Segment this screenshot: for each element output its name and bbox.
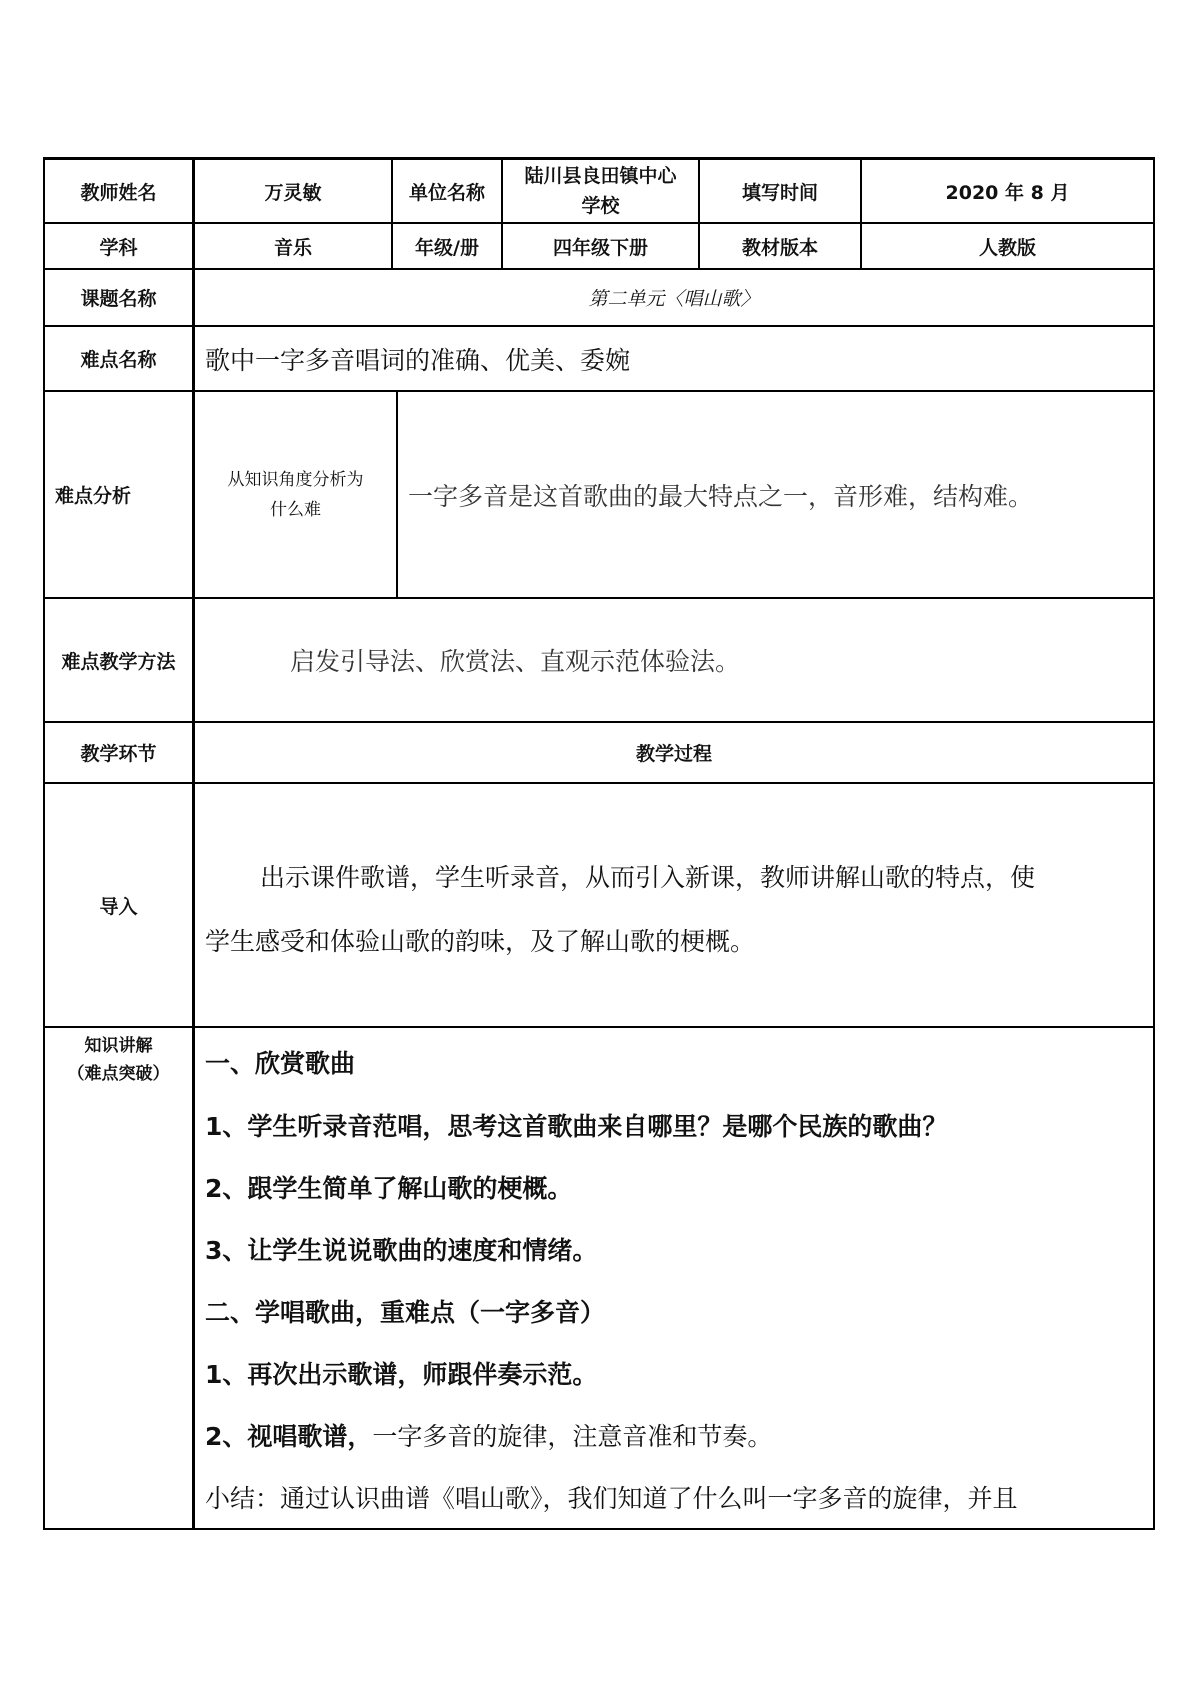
intro-line-1: 出示课件歌谱，学生听录音，从而引入新课，教师讲解山歌的特点，使 bbox=[260, 863, 1036, 892]
subject-value: 音乐 bbox=[273, 236, 312, 259]
topic-value: 第二单元〈唱山歌〉 bbox=[588, 288, 760, 310]
topic-label: 课题名称 bbox=[80, 288, 157, 310]
grade-label: 年级/册 bbox=[415, 236, 479, 259]
table-rule bbox=[43, 1026, 1155, 1028]
method-value: 启发引导法、欣赏法、直观示范体验法。 bbox=[290, 647, 741, 676]
analysis-label: 难点分析 bbox=[55, 485, 132, 507]
knowledge-item: 一、欣赏歌曲 bbox=[205, 1049, 356, 1078]
unit-name-value bbox=[503, 160, 698, 222]
fill-time-label: 填写时间 bbox=[741, 181, 818, 204]
knowledge-item-rest-part: 一字多音的旋律，注意音准和节奏。 bbox=[372, 1422, 773, 1451]
analysis-sublabel-line2: 什么难 bbox=[270, 499, 321, 520]
analysis-sublabel-line1: 从知识角度分析为 bbox=[227, 469, 364, 490]
knowledge-item-bold-part: 2、视唱歌谱， bbox=[205, 1422, 373, 1451]
knowledge-label-line2: （难点突破） bbox=[67, 1064, 170, 1084]
grade-value: 四年级下册 bbox=[552, 236, 648, 259]
table-border-bottom bbox=[43, 1528, 1155, 1530]
knowledge-summary: 小结：通过认识曲谱《唱山歌》，我们知道了什么叫一字多音的旋律，并且 bbox=[205, 1484, 1018, 1513]
knowledge-item: 二、学唱歌曲，重难点（一字多音） bbox=[205, 1298, 606, 1327]
analysis-value: 一字多音是这首歌曲的最大特点之一，音形难，结构难。 bbox=[408, 481, 1034, 511]
difficulty-label: 难点名称 bbox=[80, 349, 157, 371]
knowledge-item-mixed bbox=[205, 1417, 772, 1453]
intro-label: 导入 bbox=[99, 895, 138, 918]
process-header-value: 教学过程 bbox=[635, 743, 712, 765]
analysis-sublabel bbox=[195, 392, 396, 597]
edition-value: 人教版 bbox=[978, 236, 1036, 259]
knowledge-item: 1、再次出示歌谱，师跟伴奏示范。 bbox=[205, 1360, 598, 1389]
knowledge-label-line1: 知识讲解 bbox=[84, 1036, 153, 1056]
subject-label: 学科 bbox=[99, 236, 138, 259]
unit-name-line2: 学校 bbox=[581, 195, 620, 217]
fill-time-value: 2020 年 8 月 bbox=[945, 181, 1070, 204]
process-step-label: 教学环节 bbox=[80, 743, 157, 765]
unit-name-line1: 陆川县良田镇中心 bbox=[524, 165, 677, 187]
edition-label: 教材版本 bbox=[741, 236, 818, 259]
unit-name-label: 单位名称 bbox=[408, 181, 485, 204]
difficulty-value: 歌中一字多音唱词的准确、优美、委婉 bbox=[205, 345, 631, 375]
table-rule bbox=[43, 782, 1155, 784]
knowledge-label bbox=[45, 1030, 192, 1090]
teacher-name-label: 教师姓名 bbox=[80, 181, 157, 204]
knowledge-item: 1、学生听录音范唱，思考这首歌曲来自哪里？是哪个民族的歌曲？ bbox=[205, 1112, 948, 1141]
teacher-name-value: 万灵敏 bbox=[264, 181, 322, 204]
table-border-right bbox=[1153, 157, 1155, 1530]
table-rule-vertical bbox=[396, 390, 398, 599]
table-rule-vertical bbox=[192, 157, 195, 1530]
knowledge-item: 2、跟学生简单了解山歌的梗概。 bbox=[205, 1174, 573, 1203]
knowledge-item: 3、让学生说说歌曲的速度和情绪。 bbox=[205, 1236, 598, 1265]
intro-line-2: 学生感受和体验山歌的韵味，及了解山歌的梗概。 bbox=[205, 927, 756, 956]
method-label: 难点教学方法 bbox=[61, 650, 176, 673]
